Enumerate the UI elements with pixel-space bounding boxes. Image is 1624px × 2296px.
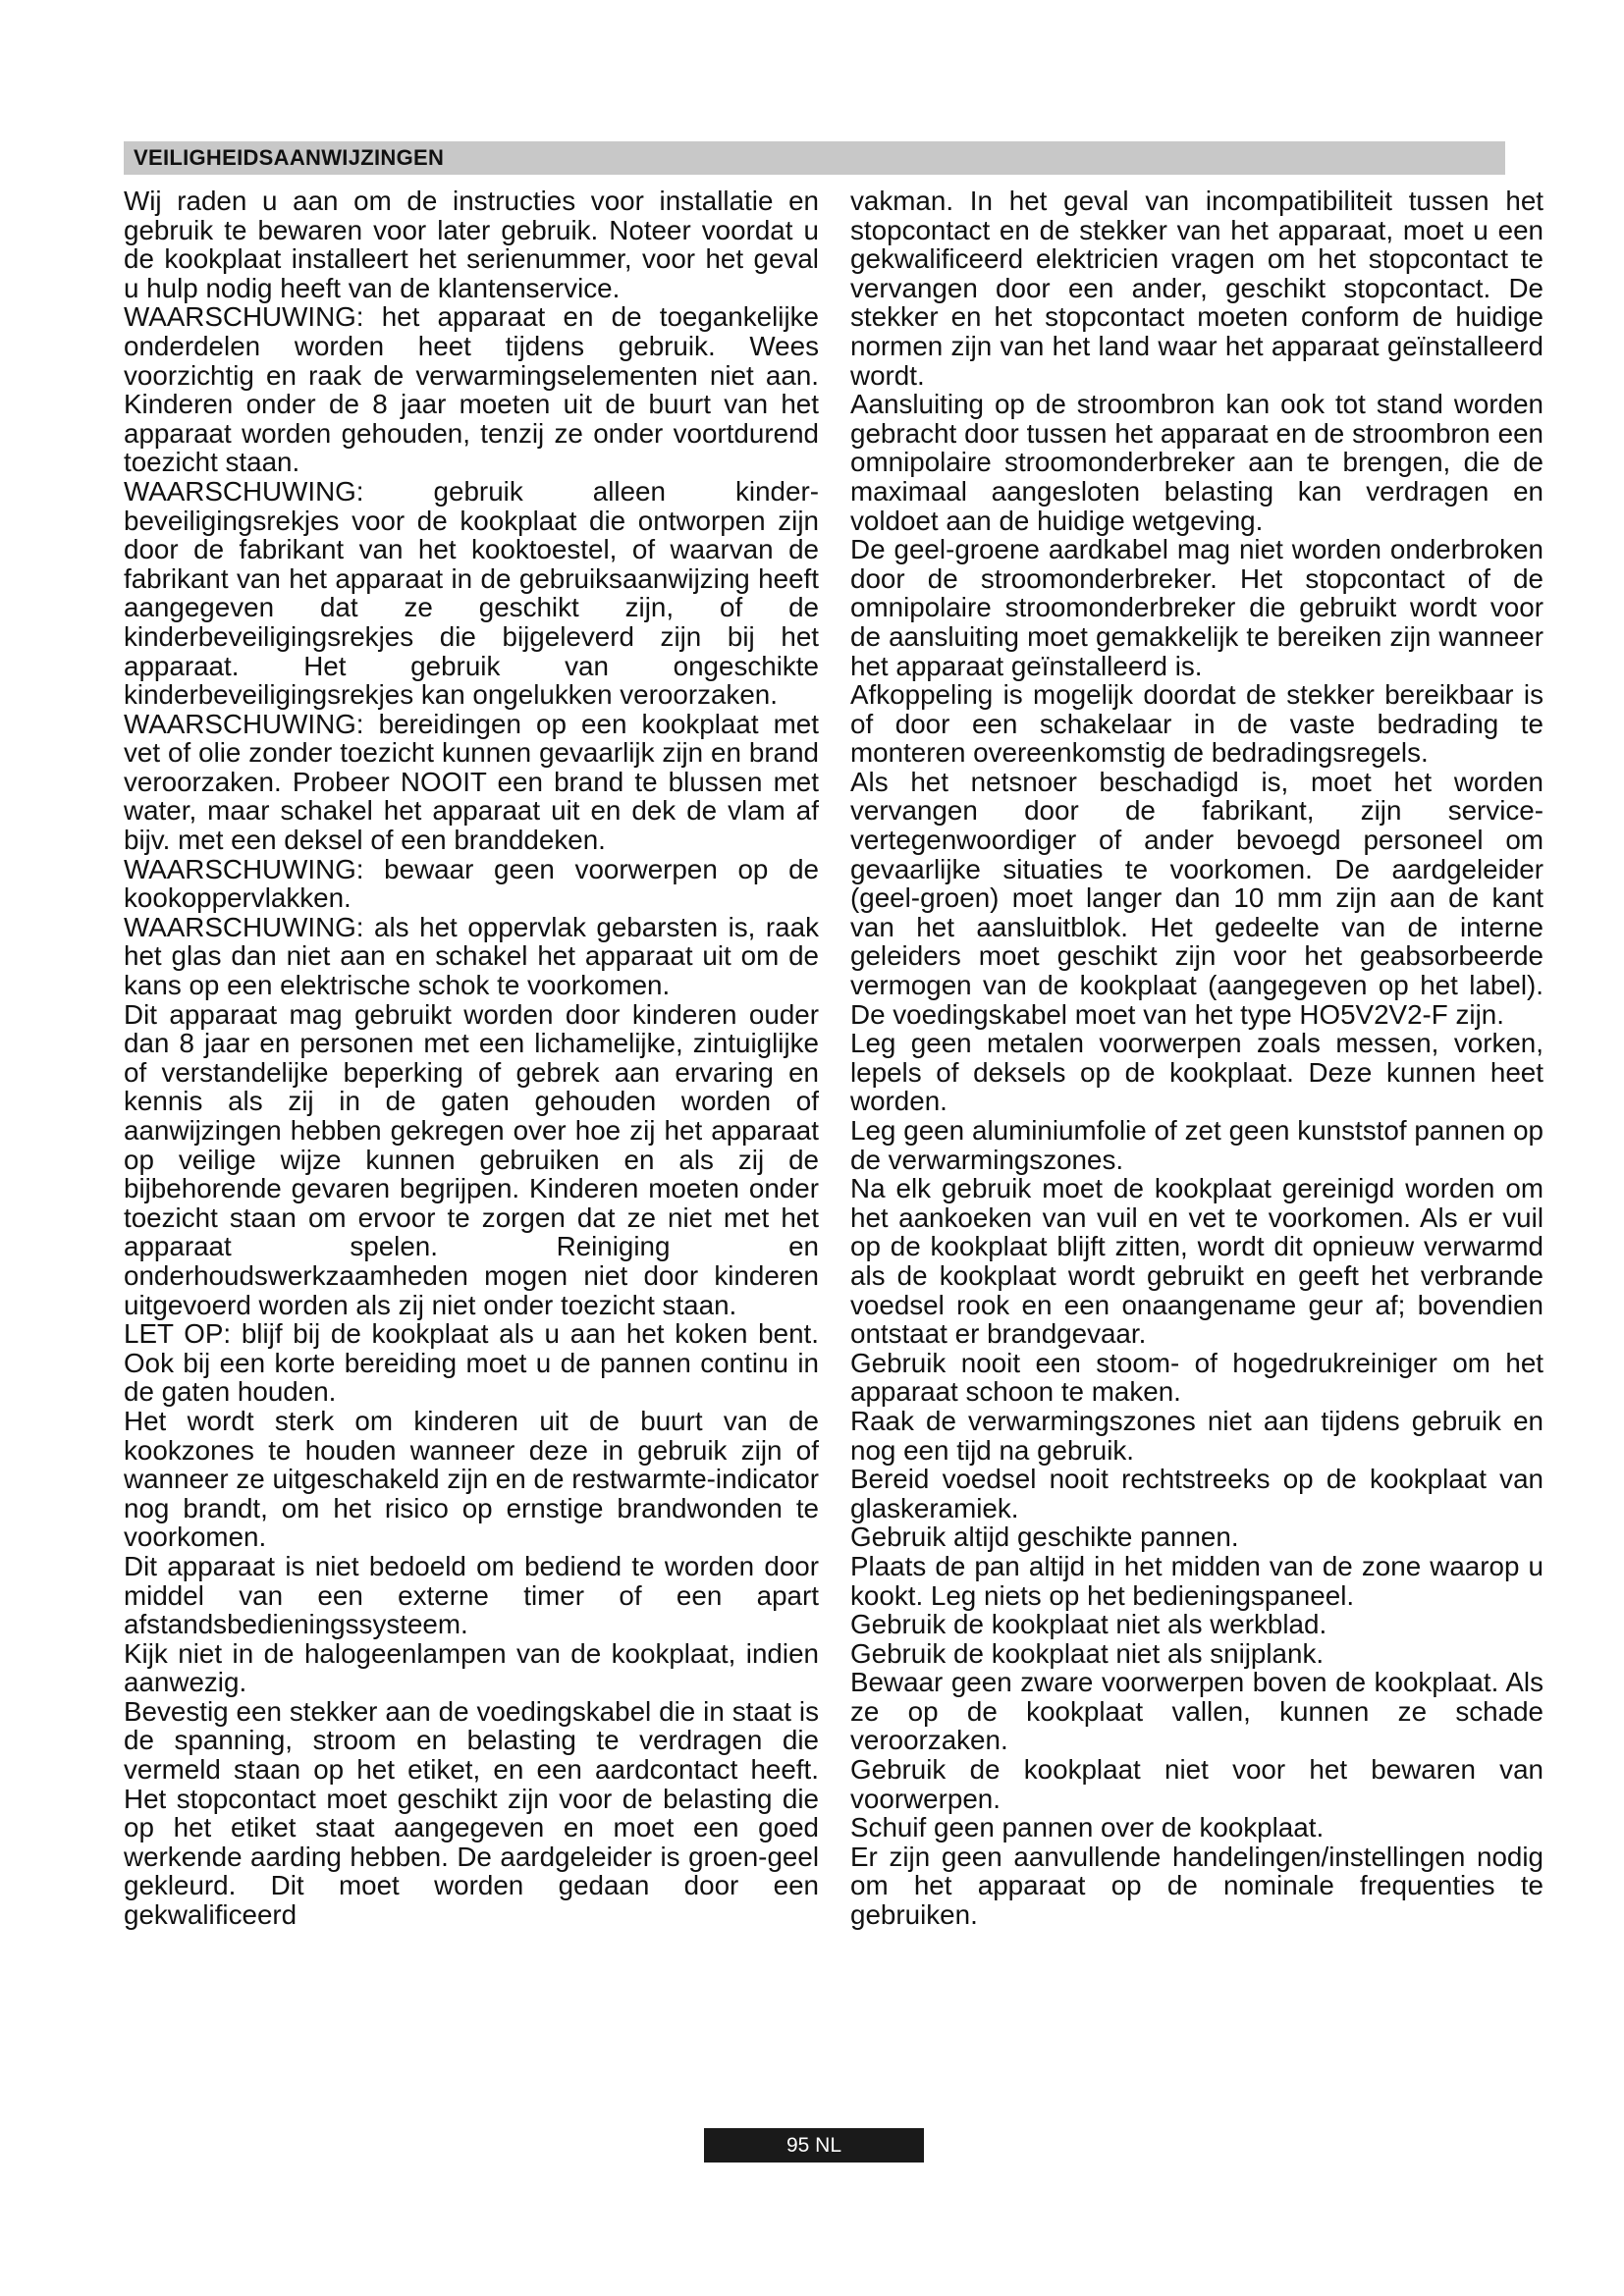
paragraph-attention-cooking: LET OP: blijf bij de kookplaat als u aan het koken bent. Ook bij een korte bereiding moet u de pannen continu in de gaten houden. (124, 1318, 819, 1408)
paragraph-socket-compatibility: vakman. In het geval van incompatibiliteit tussen het stopcontact en de stekker van het apparaat, moet u een gekwalificeerd elektricien vragen om het stopcontact te vervangen door een ander, geschikt stopcontact. De stekker en het stopcontact moeten conform de huidige normen zijn van het land waar het apparaat geïnstalleerd wordt. (850, 186, 1543, 391)
paragraph-aluminium-foil: Leg geen aluminiumfolie of zet geen kunststof pannen op de verwarmingszones. (850, 1115, 1543, 1175)
page-number: 95 NL (785, 2133, 842, 2157)
section-header-bar (124, 141, 1505, 175)
section-title: VEILIGHEIDSAANWIJZINGEN (134, 145, 445, 170)
paragraph-disconnection: Afkoppeling is mogelijk doordat de stekker bereikbaar is of door een schakelaar in de vaste bedrading te monteren overeenkomstig de bedradingsregels. (850, 679, 1543, 769)
paragraph-no-sliding-pans: Schuif geen pannen over de kookplaat. (850, 1812, 1325, 1843)
paragraph-warning-guards: WAARSCHUWING: gebruik alleen kinder-beveiligingsrekjes voor de kookplaat die ontworpen zijn door de fabrikant van het kooktoestel, of waarvan de fabrikant van het apparaat in de gebruiksaanwijzing heeft aangegeven dat ze geschikt zijn, of de kinderbeveiligingsrekjes die bijgeleverd zijn bij het apparaat. Het gebruik van ongeschikte kinderbeveiligingsrekjes kan ongelukken veroorzaken. (124, 475, 819, 711)
paragraph-metal-objects: Leg geen metalen voorwerpen zoals messen, vorken, lepels of deksels op de kookplaat. Deze kunnen heet worden. (850, 1028, 1543, 1117)
paragraph-cleaning: Na elk gebruik moet de kookplaat gereinigd worden om het aankoeken van vuil en vet te voorkomen. Als er vuil op de kookplaat blijft zitten, wordt dit opnieuw verwarmd als de kookplaat wordt gebruikt en geeft het verbrande voedsel rook en een onaangename geur af; bovendien ontstaat er brandgevaar. (850, 1173, 1543, 1350)
paragraph-suitable-pans: Gebruik altijd geschikte pannen. (850, 1522, 1239, 1553)
paragraph-children-distance: Het wordt sterk om kinderen uit de buurt van de kookzones te houden wanneer deze in gebruik zijn of wanneer ze uitgeschakeld zijn en de restwarmte-indicator nog brandt, om het risico op ernstige brandwonden te voorkomen. (124, 1405, 819, 1553)
paragraph-children-usage: Dit apparaat mag gebruikt worden door kinderen ouder dan 8 jaar en personen met een lichamelijke, zintuiglijke of verstandelijke beperking of gebrek aan ervaring en kennis als zij in de gaten gehouden worden of aanwijzingen hebben gekregen over hoe zij het apparaat op veilige wijze kunnen gebruiken en als zij de bijbehorende gevaren begrijpen. Kinderen moeten onder toezicht staan om ervoor te zorgen dat ze niet met het apparaat spelen. Reiniging en onderhoudswerkzaamheden mogen niet door kinderen uitgevoerd worden als zij niet onder toezicht staan. (124, 998, 819, 1320)
paragraph-hot-zones: Raak de verwarmingszones niet aan tijdens gebruik en nog een tijd na gebruik. (850, 1405, 1543, 1466)
paragraph-plug-earthing: Bevestig een stekker aan de voedingskabel die in staat is de spanning, stroom en belasting te verdragen die vermeld staan op het etiket, en een aardcontact heeft. Het stopcontact moet geschikt zijn voor de belasting die op het etiket staat aangegeven en moet een goed werkende aarding hebben. De aardgeleider is groen-geel gekleurd. Dit moet worden gedaan door een gekwalificeerd (124, 1695, 819, 1931)
paragraph-pan-placement: Plaats de pan altijd in het midden van de zone waarop u kookt. Leg niets op het bedieningspaneel. (850, 1550, 1543, 1611)
paragraph-warning-hot-parts: WAARSCHUWING: het apparaat en de toegankelijke onderdelen worden heet tijdens gebruik. Wees voorzichtig en raak de verwarmingselementen niet aan. Kinderen onder de 8 jaar moeten uit de buurt van het apparaat worden gehouden, tenzij ze onder voortdurend toezicht staan. (124, 301, 819, 478)
right-text-column (850, 187, 1543, 1930)
paragraph-external-timer: Dit apparaat is niet bedoeld om bediend te worden door middel van een externe timer of een apart afstandsbedieningssysteem. (124, 1550, 819, 1640)
paragraph-omnipolar-breaker: Aansluiting op de stroombron kan ook tot stand worden gebracht door tussen het apparaat en de stroombron een omnipolaire stroomonderbreker aan te brengen, die de maximaal aangesloten belasting kan verdragen en voldoet aan de huidige wetgeving. (850, 389, 1543, 536)
paragraph-warning-oil-fire: WAARSCHUWING: bereidingen op een kookplaat met vet of olie zonder toezicht kunnen gevaarlijk zijn en brand veroorzaken. Probeer NOOIT een brand te blussen met water, maar schakel het apparaat uit en dek de vlam af bijv. met een deksel of een branddeken. (124, 708, 819, 856)
left-text-column (124, 187, 819, 1930)
paragraph-glass-ceramic: Bereid voedsel nooit rechtstreeks op de kookplaat van glaskeramiek. (850, 1464, 1543, 1523)
paragraph-warning-cracked-surface: WAARSCHUWING: als het oppervlak gebarsten is, raak het glas dan niet aan en schakel het apparaat uit om de kans op een elektrische schok te voorkomen. (124, 911, 819, 1001)
paragraph-halogen-lamps: Kijk niet in de halogeenlampen van de kookplaat, indien aanwezig. (124, 1637, 819, 1698)
paragraph-not-storage: Gebruik de kookplaat niet voor het bewaren van voorwerpen. (850, 1754, 1543, 1814)
paragraph-earth-cable: De geel-groene aardkabel mag niet worden onderbroken door de stroomonderbreker. Het stopcontact of de omnipolaire stroomonderbreker die gebruikt wordt voor de aansluiting moet gemakkelijk te bereiken zijn wanneer het apparaat geïnstalleerd is. (850, 534, 1543, 681)
paragraph-intro: Wij raden u aan om de instructies voor installatie en gebruik te bewaren voor later gebruik. Noteer voordat u de kookplaat installeert het serienummer, voor het geval u hulp nodig heeft van de klantenservice. (124, 186, 819, 303)
paragraph-damaged-cord: Als het netsnoer beschadigd is, moet het worden vervangen door de fabrikant, zijn service-vertegenwoordiger of ander bevoegd personeel om gevaarlijke situaties te voorkomen. De aardgeleider (geel-groen) moet langer dan 10 mm zijn aan de kant van het aansluitblok. Het gedeelte van de interne geleiders moet geschikt zijn voor het geabsorbeerde vermogen van de kookplaat (aangegeven op het label). De voedingskabel moet van het type HO5V2V2-F zijn. (850, 766, 1543, 1030)
paragraph-not-worktop: Gebruik de kookplaat niet als werkblad. (850, 1609, 1327, 1640)
page-number-bar (704, 2128, 924, 2163)
paragraph-heavy-objects: Bewaar geen zware voorwerpen boven de kookplaat. Als ze op de kookplaat vallen, kunnen ze schade veroorzaken. (850, 1667, 1543, 1756)
paragraph-not-cutting-board: Gebruik de kookplaat niet als snijplank. (850, 1637, 1325, 1669)
paragraph-no-extra-settings: Er zijn geen aanvullende handelingen/instellingen nodig om het apparaat op de nominale frequenties te gebruiken. (850, 1841, 1543, 1931)
paragraph-steam-cleaner: Gebruik nooit een stoom- of hogedrukreiniger om het apparaat schoon te maken. (850, 1347, 1543, 1408)
paragraph-warning-storage: WAARSCHUWING: bewaar geen voorwerpen op de kookoppervlakken. (124, 853, 819, 914)
